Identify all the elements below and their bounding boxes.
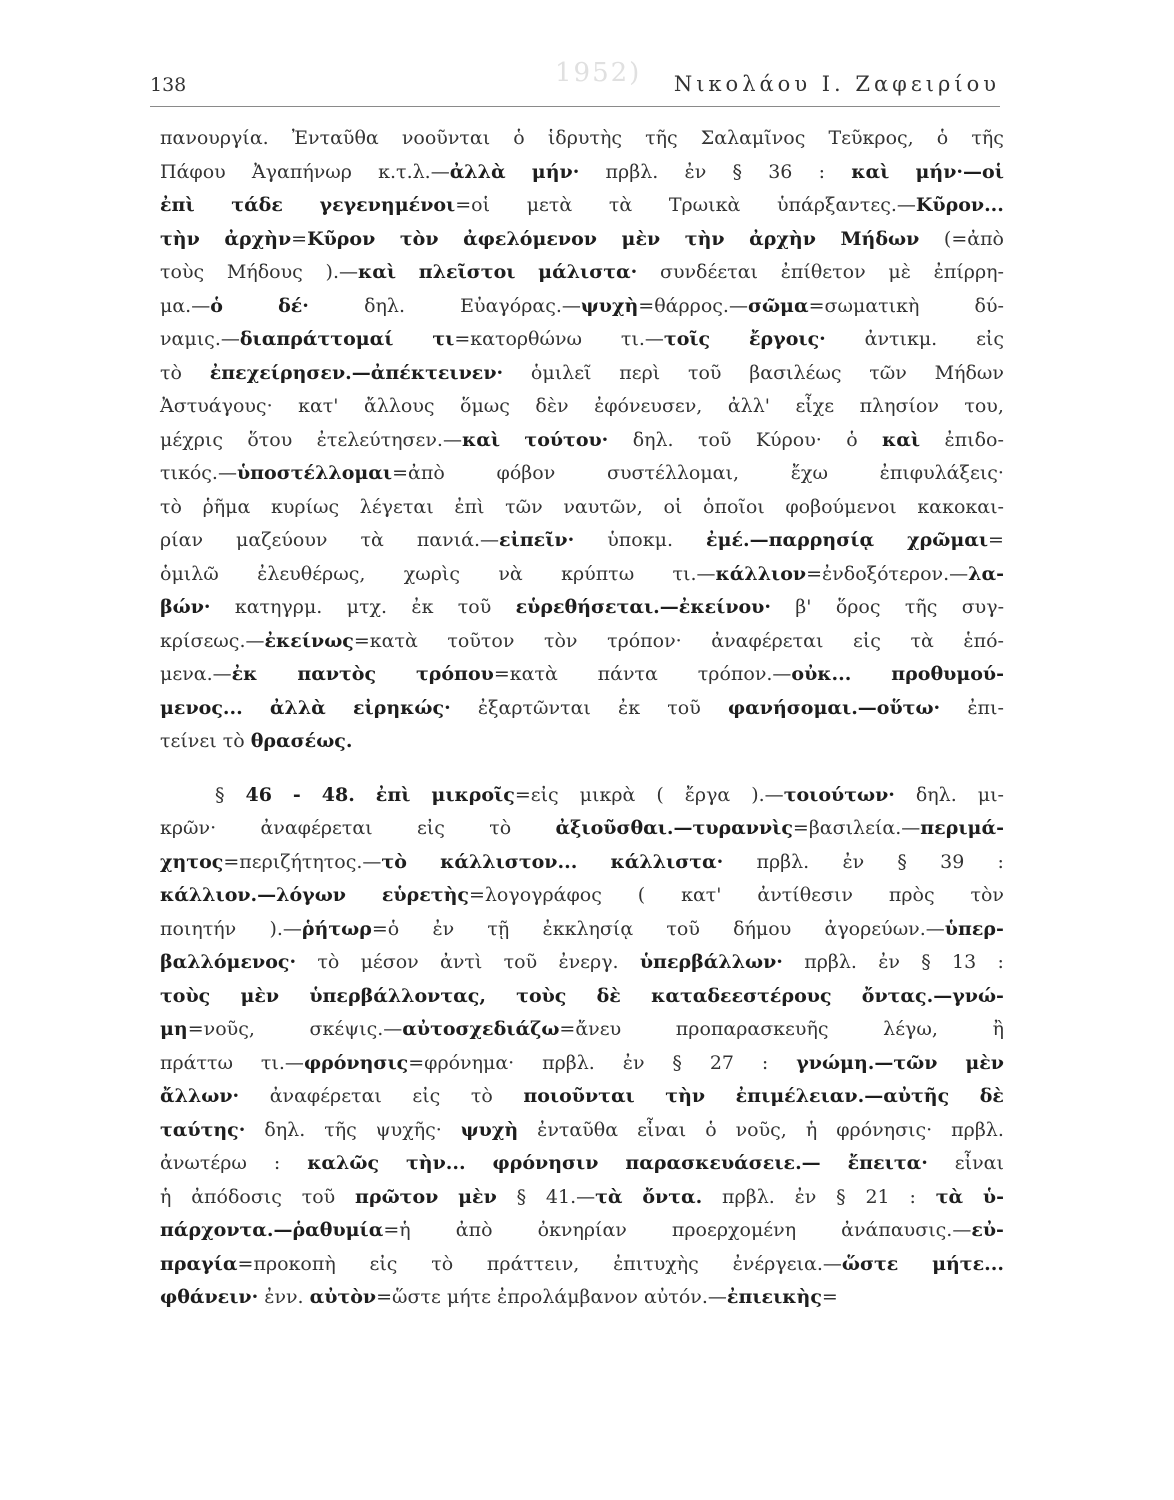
text-line: Πάφου Ἀγαπήνωρ κ.τ.λ.—ἀλλὰ μήν· πρβλ. ἐν § 36 : καὶ μήν·—οἱ bbox=[160, 160, 1004, 183]
text-line: ἡ ἀπόδοσις τοῦ πρῶτον μὲν § 41.—τὰ ὄντα. πρβλ. ἐν § 21 : τὰ ὑ- bbox=[160, 1185, 1004, 1208]
text-line: φθάνειν· ἐνν. αὐτὸν=ὥστε μήτε ἐπρολάμβανον αὐτόν.—ἐπιεικὴς= bbox=[160, 1286, 838, 1308]
page-number: 138 bbox=[150, 74, 187, 96]
text-line: τὸ ῥῆμα κυρίως λέγεται ἐπὶ τῶν ναυτῶν, οἱ ὁποῖοι φοβούμενοι κακοκαι- bbox=[160, 495, 1004, 518]
text-line: κρίσεως.—ἐκείνως=κατὰ τοῦτον τὸν τρόπον· ἀναφέρεται εἰς τὰ ἑπό- bbox=[160, 629, 1004, 652]
text-line: πάρχοντα.—ῥαθυμία=ἡ ἀπὸ ὀκνηρίαν προερχομένη ἀνάπαυσις.—εὐ- bbox=[160, 1219, 1004, 1241]
text-line: μη=νοῦς, σκέψις.—αὐτοσχεδιάζω=ἄνευ προπαρασκευῆς λέγω, ἢ bbox=[160, 1018, 1004, 1040]
bleed-through-text: 1952) bbox=[555, 58, 642, 88]
text-line: τοὺς μὲν ὑπερβάλλοντας, τοὺς δὲ καταδεεστέρους ὄντας.—γνώ- bbox=[160, 984, 1004, 1007]
text-line: χητος=περιζήτητος.—τὸ κάλλιστον... κάλλιστα· πρβλ. ἐν § 39 : bbox=[160, 850, 1004, 873]
text-line: ταύτης· δηλ. τῆς ψυχῆς· ψυχὴ ἐνταῦθα εἶναι ὁ νοῦς, ἡ φρόνησις· πρβλ. bbox=[160, 1118, 1004, 1141]
running-head: Νικολάου Ι. Ζαφειρίου bbox=[673, 72, 1000, 96]
text-line: κρῶν· ἀναφέρεται εἰς τὸ ἀξιοῦσθαι.—τυραννὶς=βασιλεία.—περιμά- bbox=[160, 817, 1004, 839]
text-line: κάλλιον.—λόγων εὑρετὴς=λογογράφος ( κατ' ἀντίθεσιν πρὸς τὸν bbox=[160, 884, 1004, 906]
text-line: μενα.—ἐκ παντὸς τρόπου=κατὰ πάντα τρόπον.—οὐκ... προθυμού- bbox=[160, 663, 1004, 685]
text-line: τὴν ἀρχὴν=Κῦρον τὸν ἀφελόμενον μὲν τὴν ἀρχὴν Μήδων (=ἀπὸ bbox=[160, 227, 1004, 250]
paragraph-1 bbox=[160, 122, 1004, 759]
text-line: πανουργία. Ἐνταῦθα νοοῦνται ὁ ἱδρυτὴς τῆς Σαλαμῖνος Τεῦκρος, ὁ τῆς bbox=[160, 127, 1004, 149]
text-line: πράττω τι.—φρόνησις=φρόνημα· πρβλ. ἐν § 27 : γνώμη.—τῶν μὲν bbox=[160, 1051, 1004, 1074]
text-line: μα.—ὁ δέ· δηλ. Εὐαγόρας.—ψυχὴ=θάρρος.—σῶμα=σωματικὴ δύ- bbox=[160, 294, 1004, 317]
text-line: ἐπὶ τάδε γεγενημένοι=οἱ μετὰ τὰ Τρωικὰ ὑπάρξαντες.—Κῦρον... bbox=[160, 194, 1004, 216]
text-line: τὸ ἐπεχείρησεν.—ἀπέκτεινεν· ὁμιλεῖ περὶ τοῦ βασιλέως τῶν Μήδων bbox=[160, 361, 1004, 384]
text-line: βών· κατηγρμ. μτχ. ἐκ τοῦ εὑρεθήσεται.—ἐκείνου· β' ὅρος τῆς συγ- bbox=[160, 596, 1004, 618]
text-line: τοὺς Μήδους ).—καὶ πλεῖστοι μάλιστα· συνδέεται ἐπίθετον μὲ ἐπίρρη- bbox=[160, 261, 1004, 283]
page-header bbox=[150, 70, 1000, 107]
text-line: βαλλόμενος· τὸ μέσον ἀντὶ τοῦ ἐνεργ. ὑπερβάλλων· πρβλ. ἐν § 13 : bbox=[160, 951, 1004, 973]
commentary-text bbox=[160, 122, 1004, 1315]
text-line: πραγία=προκοπὴ εἰς τὸ πράττειν, ἐπιτυχὴς ἐνέργεια.—ὥστε μήτε... bbox=[160, 1252, 1004, 1275]
text-line: τείνει τὸ θρασέως. bbox=[160, 730, 353, 752]
text-line: τικός.—ὑποστέλλομαι=ἀπὸ φόβον συστέλλομαι, ἔχω ἐπιφυλάξεις· bbox=[160, 462, 1004, 484]
text-line: ἀνωτέρω : καλῶς τὴν... φρόνησιν παρασκευάσειε.— ἔπειτα· εἶναι bbox=[160, 1152, 1004, 1174]
text-line: μέχρις ὅτου ἐτελεύτησεν.—καὶ τούτου· δηλ. τοῦ Κύρου· ὁ καὶ ἐπιδο- bbox=[160, 428, 1004, 451]
text-line: ρίαν μαζεύουν τὰ πανιά.—εἰπεῖν· ὑποκμ. ἐμέ.—παρρησίᾳ χρῶμαι= bbox=[160, 529, 1004, 551]
paragraph-gap bbox=[160, 759, 1004, 779]
text-line: ναμις.—διαπράττομαί τι=κατορθώνω τι.—τοῖς ἔργοις· ἀντικμ. εἰς bbox=[160, 328, 1004, 350]
text-line: ἄλλων· ἀναφέρεται εἰς τὸ ποιοῦνται τὴν ἐπιμέλειαν.—αὐτῆς δὲ bbox=[160, 1085, 1004, 1107]
text-line: ὁμιλῶ ἐλευθέρως, χωρὶς νὰ κρύπτω τι.—κάλλιον=ἐνδοξότερον.—λα- bbox=[160, 562, 1004, 585]
text-line: μενος... ἀλλὰ εἰρηκώς· ἐξαρτῶνται ἐκ τοῦ φανήσομαι.—οὕτω· ἐπι- bbox=[160, 696, 1004, 719]
text-line: ποιητήν ).—ῥήτωρ=ὁ ἐν τῇ ἐκκλησίᾳ τοῦ δήμου ἀγορεύων.—ὑπερ- bbox=[160, 917, 1004, 940]
text-line: Ἀστυάγους· κατ' ἄλλους ὅμως δὲν ἐφόνευσεν, ἀλλ' εἶχε πλησίον του, bbox=[160, 395, 1004, 417]
text-line: § 46 - 48. ἐπὶ μικροῖς=εἰς μικρὰ ( ἔργα ).—τοιούτων· δηλ. μι- bbox=[215, 783, 1004, 806]
paragraph-2 bbox=[160, 779, 1004, 1315]
